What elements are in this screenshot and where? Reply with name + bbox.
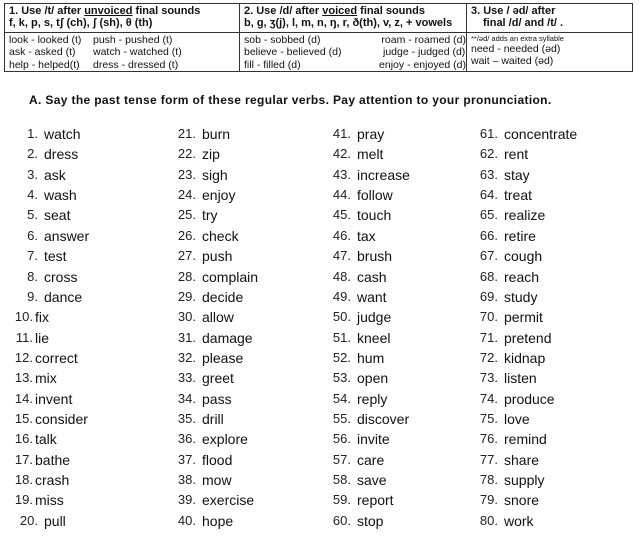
verb-number: 31. xyxy=(177,329,196,345)
verb-item xyxy=(0,205,89,225)
verb-word: listen xyxy=(504,370,537,387)
verb-number: 64. xyxy=(479,187,498,203)
verb-item xyxy=(163,267,258,287)
verb-word: dance xyxy=(44,288,83,305)
verb-word: treat xyxy=(504,187,533,204)
verb-word: drill xyxy=(202,411,224,428)
verb-item xyxy=(0,368,89,388)
verb-item xyxy=(465,328,577,348)
verb-item xyxy=(163,328,258,348)
verb-number: 79. xyxy=(479,492,498,508)
verb-word: ask xyxy=(44,166,66,183)
verb-number: 36. xyxy=(177,431,196,447)
verb-number: 76. xyxy=(479,431,498,447)
verb-word: pull xyxy=(44,512,66,529)
verb-item xyxy=(163,429,258,449)
verb-item xyxy=(163,307,258,327)
verb-item xyxy=(318,368,410,388)
verb-item xyxy=(318,287,410,307)
verb-number: 68. xyxy=(479,268,498,284)
verb-item xyxy=(0,307,89,327)
verb-word: share xyxy=(504,451,540,468)
verb-item xyxy=(465,287,577,307)
verb-number: 9. xyxy=(27,288,38,304)
rule-t-examples xyxy=(5,33,240,72)
verb-word: invite xyxy=(357,431,390,448)
verb-item xyxy=(318,246,410,266)
verb-word: consider xyxy=(35,411,88,428)
verb-word: zip xyxy=(202,146,220,163)
verb-word: bathe xyxy=(35,451,71,468)
verb-item xyxy=(163,368,258,388)
verb-word: enjoy xyxy=(202,187,236,204)
verb-number: 17. xyxy=(14,451,33,467)
verb-item xyxy=(465,511,577,531)
verb-word: work xyxy=(504,512,534,529)
verb-item xyxy=(0,287,89,307)
verb-item xyxy=(0,144,89,164)
verb-word: flood xyxy=(202,451,233,468)
verb-number: 74. xyxy=(479,390,498,406)
verb-word: tax xyxy=(357,227,376,244)
verb-number: 61. xyxy=(479,126,498,141)
verb-item xyxy=(163,409,258,429)
verb-word: push xyxy=(202,248,233,265)
example: judge - judged (d) xyxy=(383,46,466,59)
verb-number: 29. xyxy=(177,288,196,304)
verb-number: 72. xyxy=(479,349,498,365)
rule-ed-note: **/əd/ adds an extra syllable xyxy=(471,34,564,43)
verb-item xyxy=(318,490,410,510)
verb-word: want xyxy=(357,288,387,305)
verb-word: miss xyxy=(35,492,64,509)
verb-item xyxy=(465,389,577,409)
verb-column-1 xyxy=(0,124,89,531)
verb-word: realize xyxy=(504,207,546,224)
verb-word: discover xyxy=(357,411,410,428)
verb-number: 35. xyxy=(177,411,196,427)
verb-word: allow xyxy=(202,309,234,326)
verb-item xyxy=(0,165,89,185)
verb-number: 60. xyxy=(332,512,351,528)
verb-item xyxy=(318,226,410,246)
verb-number: 20. xyxy=(19,512,38,528)
example: sob - sobbed (d) xyxy=(244,34,321,46)
example: wait – waited (əd) xyxy=(471,55,554,68)
verb-item xyxy=(163,165,258,185)
example: dress - dressed (t) xyxy=(93,58,179,71)
verb-word: cross xyxy=(44,268,78,285)
verb-item xyxy=(0,450,89,470)
verb-item xyxy=(318,450,410,470)
verb-item xyxy=(318,348,410,368)
verb-word: touch xyxy=(357,207,392,224)
verb-word: melt xyxy=(357,146,384,163)
verb-item xyxy=(163,226,258,246)
rule-ed-examples xyxy=(467,33,633,72)
verb-word: reply xyxy=(357,390,388,407)
verb-word: decide xyxy=(202,288,244,305)
verb-word: reach xyxy=(504,268,540,285)
verb-item xyxy=(163,490,258,510)
verb-number: 33. xyxy=(177,370,196,386)
example: look - looked (t) xyxy=(9,34,82,46)
rule-ed-title-line2: final /d/ and /t/ . xyxy=(483,17,564,29)
verb-number: 63. xyxy=(479,166,498,182)
verb-number: 53. xyxy=(332,370,351,386)
verb-word: check xyxy=(202,227,239,244)
verb-number: 25. xyxy=(177,207,196,223)
verb-number: 6. xyxy=(27,227,38,243)
verb-number: 41. xyxy=(332,126,351,141)
pronunciation-rules-table xyxy=(4,3,633,72)
rule-t-sounds: f, k, p, s, tʃ (ch), ʃ (sh), θ (th) xyxy=(9,17,153,29)
verb-item xyxy=(318,307,410,327)
verb-number: 4. xyxy=(27,187,38,203)
verb-number: 1. xyxy=(27,126,38,141)
verb-item xyxy=(0,185,89,205)
example: help - helped(t) xyxy=(9,58,80,71)
verb-item xyxy=(465,490,577,510)
example: roam - roamed (d) xyxy=(381,34,466,46)
verb-item xyxy=(0,124,89,144)
verb-word: damage xyxy=(202,329,253,346)
rule-t-header xyxy=(5,4,240,33)
verb-number: 24. xyxy=(177,187,196,203)
verb-number: 77. xyxy=(479,451,498,467)
verb-number: 42. xyxy=(332,146,351,162)
verb-item xyxy=(0,409,89,429)
verb-number: 11. xyxy=(15,329,33,345)
verb-word: supply xyxy=(504,472,545,489)
verb-column-4 xyxy=(465,124,577,531)
verb-number: 43. xyxy=(332,166,351,182)
verb-word: pray xyxy=(357,126,385,142)
verb-item xyxy=(0,470,89,490)
example: enjoy - enjoyed (d) xyxy=(379,58,466,71)
verb-item xyxy=(465,267,577,287)
verb-word: rent xyxy=(504,146,529,163)
rule-t-title: 1. Use /t/ after xyxy=(9,5,85,17)
verb-word: remind xyxy=(504,431,547,448)
verb-number: 30. xyxy=(177,309,196,325)
verb-word: mix xyxy=(35,370,57,387)
verb-item xyxy=(465,409,577,429)
verb-number: 10. xyxy=(14,309,33,325)
verb-column-2 xyxy=(163,124,258,531)
verb-word: hope xyxy=(202,512,234,529)
verb-word: answer xyxy=(44,227,90,244)
verb-item xyxy=(465,429,577,449)
verb-item xyxy=(163,185,258,205)
verb-word: pretend xyxy=(504,329,552,346)
verb-number: 47. xyxy=(332,248,351,264)
verb-item xyxy=(465,226,577,246)
verb-number: 80. xyxy=(479,512,498,528)
verb-number: 12. xyxy=(14,349,33,365)
verb-item xyxy=(318,429,410,449)
verb-item xyxy=(0,389,89,409)
instruction-heading: A. Say the past tense form of these regular verbs. Pay attention to your pronunciation. xyxy=(29,93,552,107)
verb-item xyxy=(318,165,410,185)
verb-word: fix xyxy=(35,309,49,326)
verb-word: seat xyxy=(44,207,71,224)
verb-item xyxy=(465,450,577,470)
verb-number: 54. xyxy=(332,390,351,406)
verb-item xyxy=(0,511,89,531)
verb-number: 3. xyxy=(27,166,38,182)
rule-d-title-end: final sounds xyxy=(357,5,425,17)
verb-item xyxy=(465,246,577,266)
verb-number: 51. xyxy=(332,329,351,345)
verb-word: kneel xyxy=(357,329,391,346)
verb-word: correct xyxy=(35,349,78,366)
verb-number: 18. xyxy=(14,472,33,488)
verb-item xyxy=(163,124,258,144)
verb-number: 23. xyxy=(177,166,196,182)
rule-t-title-end: final sounds xyxy=(132,5,201,17)
verb-word: lie xyxy=(35,329,50,346)
verb-item xyxy=(0,246,89,266)
verb-number: 19. xyxy=(14,492,33,508)
verb-number: 48. xyxy=(332,268,351,284)
verb-item xyxy=(163,205,258,225)
verb-number: 38. xyxy=(177,472,196,488)
verb-word: greet xyxy=(202,370,234,387)
verb-number: 67. xyxy=(479,248,498,264)
verb-word: pass xyxy=(202,390,232,407)
verb-word: open xyxy=(357,370,389,387)
verb-item xyxy=(465,124,577,144)
example: watch - watched (t) xyxy=(93,46,182,59)
verb-item xyxy=(0,267,89,287)
verb-word: stay xyxy=(504,166,530,183)
verb-word: watch xyxy=(44,126,81,142)
verb-item xyxy=(318,144,410,164)
verb-word: try xyxy=(202,207,218,224)
verb-number: 34. xyxy=(177,390,196,406)
verb-number: 14. xyxy=(14,390,33,406)
verb-number: 44. xyxy=(332,187,351,203)
verb-word: cash xyxy=(357,268,387,285)
verb-number: 52. xyxy=(332,349,351,365)
verb-word: study xyxy=(504,288,538,305)
verb-word: love xyxy=(504,411,530,428)
verb-number: 71. xyxy=(479,329,498,345)
verb-word: save xyxy=(357,472,387,489)
verb-word: concentrate xyxy=(504,126,578,142)
verb-number: 28. xyxy=(177,268,196,284)
verb-number: 45. xyxy=(332,207,351,223)
verb-word: wash xyxy=(44,187,77,204)
verb-number: 78. xyxy=(479,472,498,488)
verb-column-3 xyxy=(318,124,410,531)
verb-word: judge xyxy=(357,309,392,326)
verb-item xyxy=(163,511,258,531)
verb-number: 56. xyxy=(332,431,351,447)
verb-number: 8. xyxy=(27,268,38,284)
verb-word: complain xyxy=(202,268,259,285)
verb-word: exercise xyxy=(202,492,255,509)
example: need - needed (əd) xyxy=(471,43,561,55)
verb-number: 13. xyxy=(14,370,33,386)
verb-number: 5. xyxy=(27,207,38,223)
verb-item xyxy=(163,287,258,307)
verb-number: 70. xyxy=(479,309,498,325)
verb-word: brush xyxy=(357,248,393,265)
verb-item xyxy=(0,490,89,510)
verb-word: permit xyxy=(504,309,543,326)
verb-item xyxy=(163,389,258,409)
rule-t-title-underlined: unvoiced xyxy=(84,5,133,17)
verb-word: produce xyxy=(504,390,555,407)
verb-item xyxy=(318,389,410,409)
example: push - pushed (t) xyxy=(93,34,173,46)
verb-number: 46. xyxy=(332,227,351,243)
verb-item xyxy=(465,144,577,164)
verb-word: crash xyxy=(35,472,70,489)
verb-word: follow xyxy=(357,187,393,204)
verb-number: 27. xyxy=(177,248,196,264)
verb-word: please xyxy=(202,349,244,366)
verb-word: care xyxy=(357,451,385,468)
verb-number: 32. xyxy=(177,349,196,365)
verb-word: sigh xyxy=(202,166,228,183)
verb-number: 75. xyxy=(479,411,498,427)
verb-number: 65. xyxy=(479,207,498,223)
verb-item xyxy=(465,165,577,185)
verb-item xyxy=(465,368,577,388)
verb-item xyxy=(318,470,410,490)
verb-item xyxy=(465,205,577,225)
verb-word: retire xyxy=(504,227,536,244)
verb-number: 16. xyxy=(14,431,33,447)
rule-d-header xyxy=(240,4,467,33)
verb-number: 59. xyxy=(332,492,351,508)
example: believe - believed (d) xyxy=(244,46,342,59)
verb-word: stop xyxy=(357,512,384,529)
verb-item xyxy=(163,348,258,368)
verb-number: 26. xyxy=(177,227,196,243)
verb-item xyxy=(318,124,410,144)
verb-number: 62. xyxy=(479,146,498,162)
verb-item xyxy=(318,185,410,205)
verb-number: 57. xyxy=(332,451,351,467)
verb-item xyxy=(163,144,258,164)
verb-number: 73. xyxy=(479,370,498,386)
verb-word: mow xyxy=(202,472,232,489)
verb-item xyxy=(0,348,89,368)
verb-word: hum xyxy=(357,349,385,366)
verb-word: kidnap xyxy=(504,349,546,366)
verb-item xyxy=(163,450,258,470)
verb-word: burn xyxy=(202,126,231,142)
verb-number: 21. xyxy=(177,126,196,141)
verb-item xyxy=(163,470,258,490)
verb-item xyxy=(465,348,577,368)
verb-word: cough xyxy=(504,248,543,265)
verb-item xyxy=(318,511,410,531)
verb-number: 22. xyxy=(177,146,196,162)
verb-number: 55. xyxy=(332,411,351,427)
verb-word: talk xyxy=(35,431,57,448)
verb-word: report xyxy=(357,492,394,509)
rule-d-sounds: b, g, ʒ(j), l, m, n, ŋ, r, ð(th), v, z, + vowels xyxy=(244,17,453,29)
verb-number: 49. xyxy=(332,288,351,304)
example: fill - filled (d) xyxy=(244,58,301,71)
verb-item xyxy=(318,328,410,348)
verb-number: 15. xyxy=(14,411,33,427)
rule-d-title: 2. Use /d/ after xyxy=(244,5,323,17)
example: ask - asked (t) xyxy=(9,46,76,59)
rule-d-examples xyxy=(240,33,467,72)
verb-word: invent xyxy=(35,390,73,407)
verb-item xyxy=(0,328,89,348)
verb-item xyxy=(465,470,577,490)
verb-word: explore xyxy=(202,431,248,448)
verb-number: 58. xyxy=(332,472,351,488)
rule-ed-title: 3. Use / əd/ after xyxy=(471,5,556,17)
verb-item xyxy=(318,409,410,429)
verb-item xyxy=(318,205,410,225)
rule-d-title-underlined: voiced xyxy=(322,5,358,17)
verb-word: increase xyxy=(357,166,410,183)
verb-number: 39. xyxy=(177,492,196,508)
verb-number: 40. xyxy=(177,512,196,528)
verb-number: 2. xyxy=(27,146,38,162)
rule-ed-header xyxy=(467,4,633,33)
verb-item xyxy=(465,307,577,327)
verb-word: test xyxy=(44,248,67,265)
verb-item xyxy=(0,429,89,449)
verb-item xyxy=(163,246,258,266)
verb-item xyxy=(465,185,577,205)
verb-number: 69. xyxy=(479,288,498,304)
verb-number: 66. xyxy=(479,227,498,243)
verb-word: snore xyxy=(504,492,540,509)
verb-item xyxy=(318,267,410,287)
verb-word: dress xyxy=(44,146,79,163)
verb-number: 50. xyxy=(332,309,351,325)
verb-number: 7. xyxy=(27,248,38,264)
verb-number: 37. xyxy=(177,451,196,467)
verb-item xyxy=(0,226,89,246)
